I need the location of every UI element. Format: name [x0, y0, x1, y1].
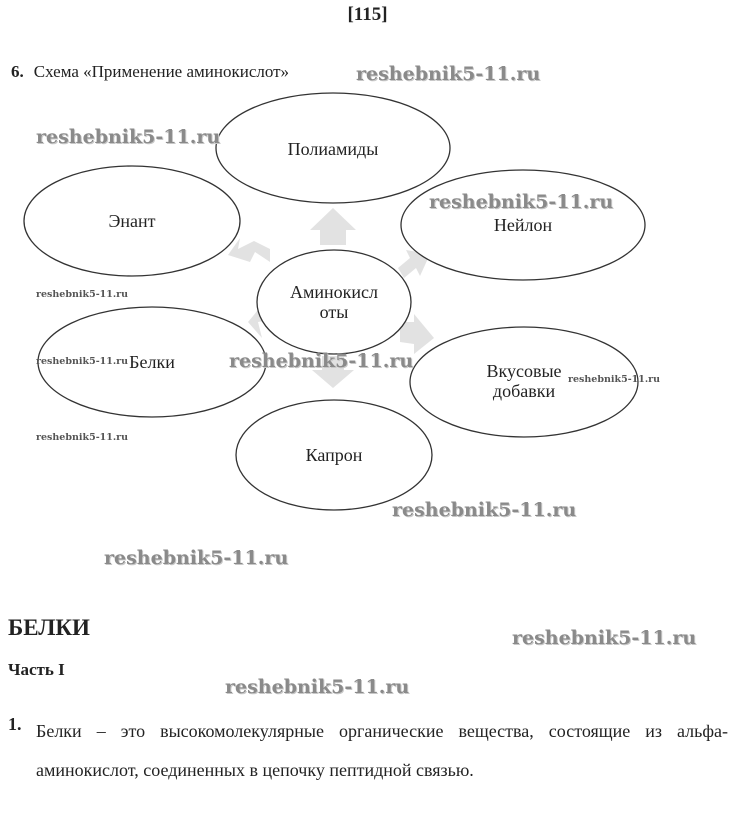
- watermark: reshebnik5-11.ru: [356, 63, 541, 85]
- node-center-label-line1: Аминокисл: [289, 282, 379, 302]
- watermark: reshebnik5-11.ru: [429, 191, 614, 213]
- node-kapron-label: Капрон: [305, 445, 363, 465]
- watermark: reshebnik5-11.ru: [225, 676, 410, 698]
- section-subtitle: Часть I: [8, 660, 65, 679]
- watermark: reshebnik5-11.ru: [392, 499, 577, 521]
- watermark: reshebnik5-11.ru: [36, 289, 129, 300]
- question-number: 1.: [8, 714, 22, 734]
- watermark: reshebnik5-11.ru: [104, 547, 289, 569]
- watermark: reshebnik5-11.ru: [36, 432, 129, 443]
- watermark: reshebnik5-11.ru: [36, 356, 129, 367]
- watermark: reshebnik5-11.ru: [512, 627, 697, 649]
- task-number: 6.: [11, 62, 24, 81]
- section-title: БЕЛКИ: [8, 615, 90, 640]
- watermark: reshebnik5-11.ru: [36, 126, 221, 148]
- watermark: reshebnik5-11.ru: [229, 350, 414, 372]
- node-proteins-label: Белки: [129, 352, 175, 372]
- node-polyamides-label: Полиамиды: [287, 139, 379, 159]
- arrow-upper-left: [228, 238, 270, 262]
- node-flavor-label-line2: добавки: [492, 381, 556, 401]
- page-number: [115]: [347, 4, 388, 25]
- node-center-label-line2: оты: [319, 302, 349, 322]
- arrow-up: [310, 208, 356, 245]
- node-enant-label: Энант: [108, 211, 156, 231]
- node-flavor-label-line1: Вкусовые: [486, 361, 562, 381]
- watermark: reshebnik5-11.ru: [568, 374, 661, 385]
- node-nylon-label: Нейлон: [493, 215, 553, 235]
- question-text: Белки – это высокомолекулярные органические вещества, состоящие из альфа-аминокислот, соединенных в цепочку пептидной связью.: [36, 721, 728, 780]
- task-title: Схема «Применение аминокислот»: [33, 62, 290, 81]
